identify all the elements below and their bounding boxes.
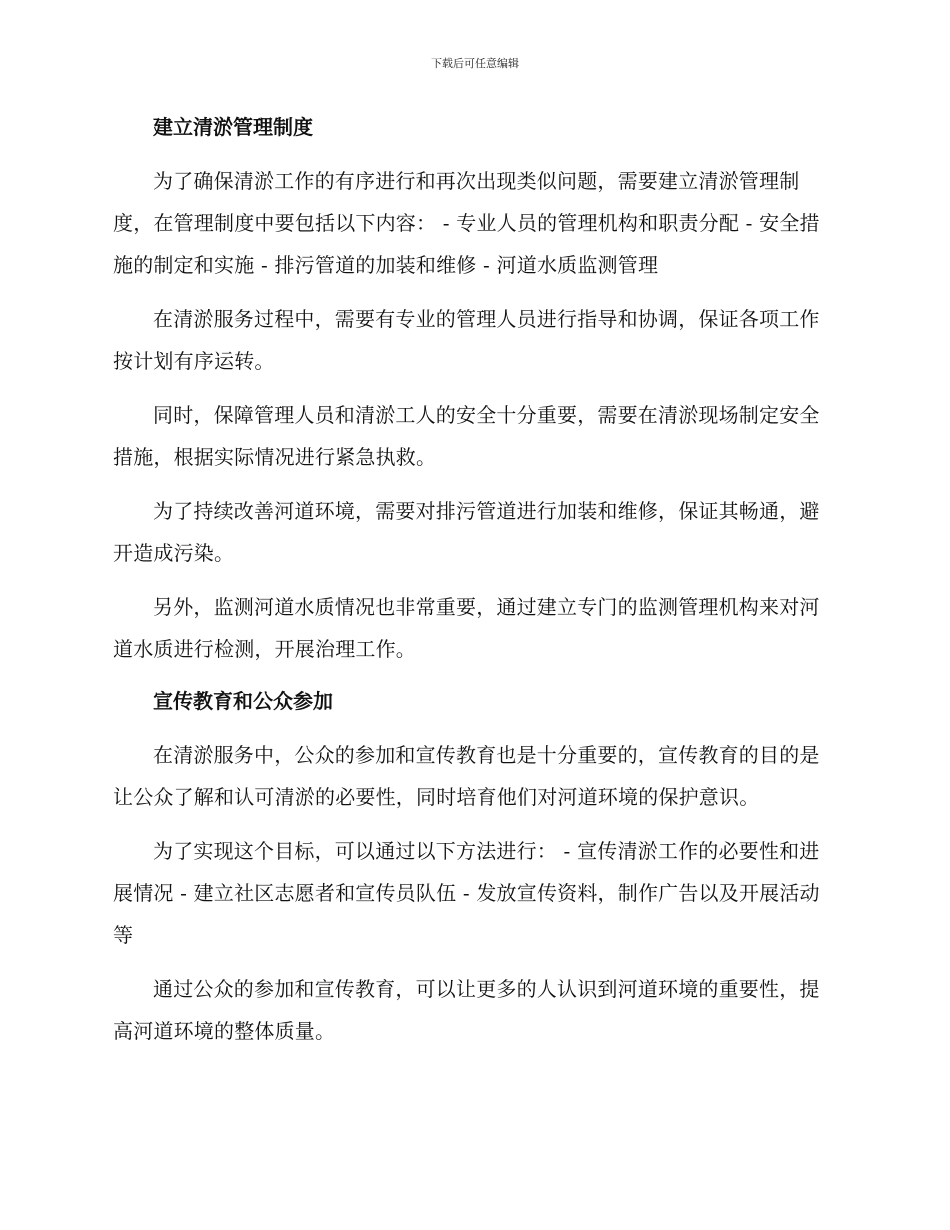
paragraph: 同时，保障管理人员和清淤工人的安全十分重要，需要在清淤现场制定安全措施，根据实际情况进行紧急执救。	[113, 403, 820, 469]
paragraph: 另外，监测河道水质情况也非常重要，通过建立专门的监测管理机构来对河道水质进行检测，开展治理工作。	[113, 595, 820, 661]
paragraph: 在清淤服务过程中，需要有专业的管理人员进行指导和协调，保证各项工作按计划有序运转。	[113, 307, 820, 373]
document-body	[113, 108, 833, 1064]
paragraph: 为了实现这个目标，可以通过以下方法进行： - 宣传清淤工作的必要性和进展情况 - 建立社区志愿者和宣传员队伍 - 发放宣传资料，制作广告以及开展活动等	[113, 839, 820, 947]
paragraph: 为了持续改善河道环境，需要对排污管道进行加装和维修，保证其畅通，避开造成污染。	[113, 499, 820, 565]
paragraph: 为了确保清淤工作的有序进行和再次出现类似问题，需要建立清淤管理制度，在管理制度中要包括以下内容： - 专业人员的管理机构和职责分配 - 安全措施的制定和实施 - 排污管道的加装和维修 - 河道水质监测管理	[113, 169, 820, 277]
section-heading-public-education: 宣传教育和公众参加	[153, 689, 333, 713]
header-note: 下载后可任意编辑	[431, 57, 519, 70]
paragraph: 在清淤服务中，公众的参加和宣传教育也是十分重要的，宣传教育的目的是让公众了解和认可清淤的必要性，同时培育他们对河道环境的保护意识。	[113, 743, 820, 809]
paragraph: 通过公众的参加和宣传教育，可以让更多的人认识到河道环境的重要性，提高河道环境的整体质量。	[113, 977, 820, 1043]
section-heading-management: 建立清淤管理制度	[153, 115, 313, 139]
